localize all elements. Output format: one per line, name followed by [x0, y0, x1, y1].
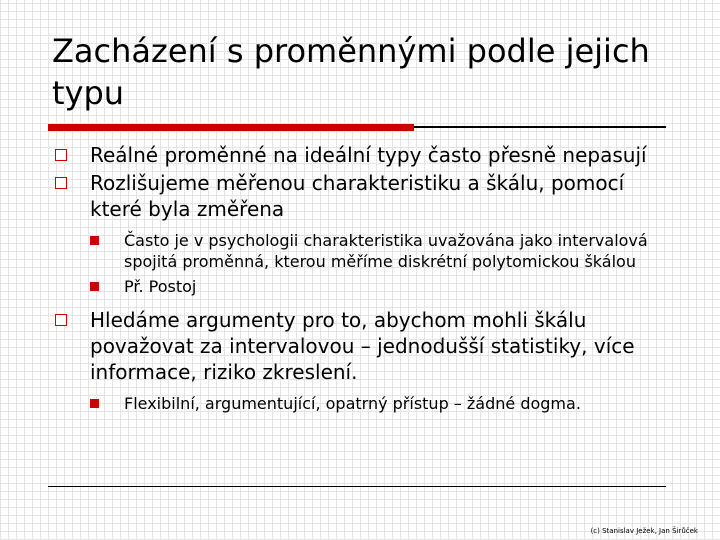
copyright-note: (c) Stanislav Ježek, Jan Širůček — [590, 527, 698, 535]
sub-bullet-item — [90, 230, 670, 272]
filled-square-bullet-icon — [90, 236, 99, 245]
sub-bullet-item — [90, 393, 670, 414]
hollow-square-bullet-icon — [55, 314, 67, 326]
sub-bullet-text: Př. Postoj — [124, 277, 197, 296]
filled-square-bullet-icon — [90, 282, 99, 291]
footer-line — [48, 486, 666, 487]
filled-square-bullet-icon — [90, 399, 99, 408]
bullet-text: Reálné proměnné na ideální typy často přesně nepasují — [90, 143, 647, 167]
title-underline-accent — [48, 124, 414, 131]
bullet-text: Rozlišujeme měřenou charakteristiku a škálu, pomocí které byla změřena — [90, 171, 625, 221]
slide-content — [55, 142, 670, 424]
bullet-item — [55, 307, 670, 385]
sub-bullet-list — [55, 393, 670, 414]
bullet-item — [55, 170, 670, 222]
hollow-square-bullet-icon — [55, 177, 67, 189]
bullet-text: Hledáme argumenty pro to, abychom mohli škálu považovat za intervalovou – jednodušší statistiky, více informace, riziko zkreslení. — [90, 308, 635, 384]
sub-bullet-text: Flexibilní, argumentující, opatrný přístup – žádné dogma. — [124, 394, 581, 413]
bullet-item — [55, 142, 670, 168]
sub-bullet-list — [55, 230, 670, 297]
slide-title: Zacházení s proměnnými podle jejich typu — [52, 32, 650, 112]
sub-bullet-text: Často je v psychologii charakteristika uvažována jako intervalová spojitá proměnná, kterou měříme diskrétní polytomickou škálou — [124, 231, 648, 271]
sub-bullet-item — [90, 276, 670, 297]
title-underline-line — [414, 126, 666, 128]
hollow-square-bullet-icon — [55, 149, 67, 161]
